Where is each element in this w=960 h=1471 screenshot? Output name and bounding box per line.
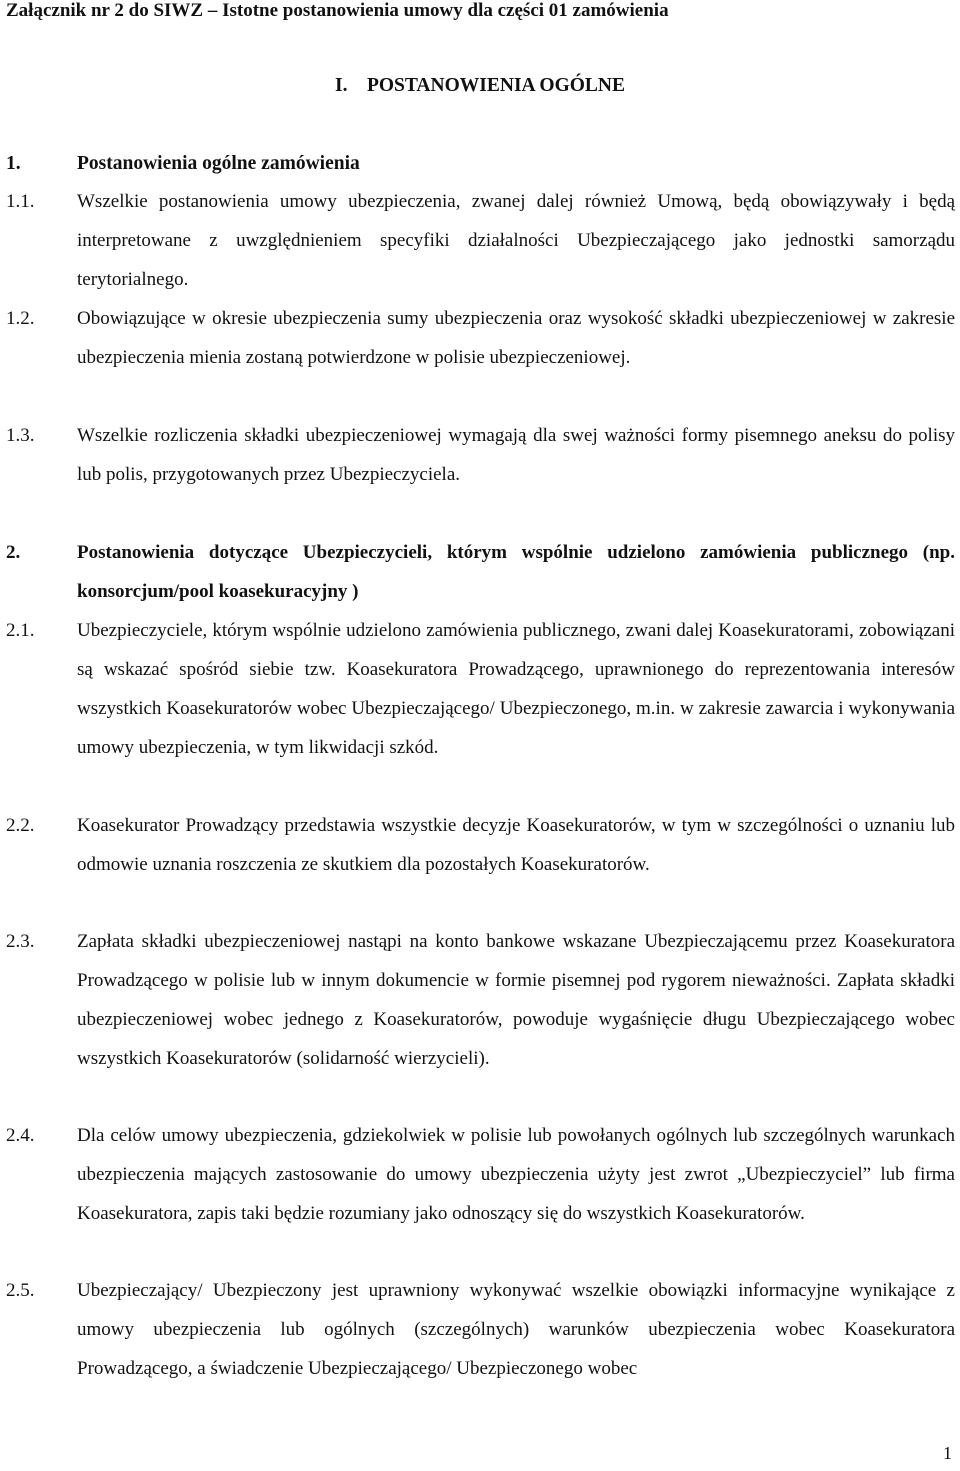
page-number: 1 — [943, 1443, 952, 1463]
clause-text: Zapłata składki ubezpieczeniowej nastąpi na konto bankowe wskazane Ubezpieczającemu przez Koasekuratora Prowadzącego w polisie lub w innym dokumencie w formie pisemnej pod rygorem nieważności. Zapłata składki ubezpieczeniowej wobec jednego z Koasekuratorów, powoduje wygaśnięcie długu Ubezpieczającego wobec wszystkich Koasekuratorów (solidarność wierzycieli). — [77, 931, 955, 1069]
clause-number: 2.5. — [6, 1280, 35, 1301]
document-header: Załącznik nr 2 do SIWZ – Istotne postanowienia umowy dla części 01 zamówienia — [6, 0, 669, 21]
section-2-number: 2. — [6, 542, 21, 563]
section-1-title: Postanowienia ogólne zamówienia — [77, 153, 360, 174]
section-heading: I. POSTANOWIENIA OGÓLNE — [334, 75, 626, 96]
clause-number: 2.2. — [6, 815, 35, 836]
clause-number: 2.1. — [6, 620, 35, 641]
clause-text: Ubezpieczający/ Ubezpieczony jest uprawniony wykonywać wszelkie obowiązki informacyjne wynikające z umowy ubezpieczenia lub ogólnych (szczególnych) warunków ubezpieczenia wobec Koasekuratora Prowadzącego, a świadczenie Ubezpieczającego/ Ubezpieczonego wobec — [77, 1280, 955, 1379]
clause-text: Wszelkie postanowienia umowy ubezpieczenia, zwanej dalej również Umową, będą obowiązywały i będą interpretowane z uwzględnieniem specyfiki działalności Ubezpieczającego jako jednostki samorządu terytorialnego. — [77, 191, 955, 290]
clause-number: 2.3. — [6, 931, 35, 952]
clause-number: 1.2. — [6, 308, 35, 329]
clause-text: Wszelkie rozliczenia składki ubezpieczeniowej wymagają dla swej ważności formy pisemnego aneksu do polisy lub polis, przygotowanych przez Ubezpieczyciela. — [77, 425, 955, 485]
section-2-title: Postanowienia dotyczące Ubezpieczycieli, którym wspólnie udzielono zamówienia publicznego (np. konsorcjum/pool koasekuracyjny ) — [77, 542, 955, 602]
clause-number: 1.3. — [6, 425, 35, 446]
clause-text: Koasekurator Prowadzący przedstawia wszystkie decyzje Koasekuratorów, w tym w szczególności o uznaniu lub odmowie uznania roszczenia ze skutkiem dla pozostałych Koasekuratorów. — [77, 815, 955, 875]
clause-text: Ubezpieczyciele, którym wspólnie udzielono zamówienia publicznego, zwani dalej Koasekuratorami, zobowiązani są wskazać spośród siebie tzw. Koasekuratora Prowadzącego, uprawnionego do reprezentowania interesów wszystkich Koasekuratorów wobec Ubezpieczającego/ Ubezpieczonego, m.in. w zakresie zawarcia i wykonywania umowy ubezpieczenia, w tym likwidacji szkód. — [77, 620, 955, 758]
section-1-number: 1. — [6, 153, 21, 174]
clause-text: Dla celów umowy ubezpieczenia, gdziekolwiek w polisie lub powołanych ogólnych lub szczególnych warunkach ubezpieczenia mających zastosowanie do umowy ubezpieczenia użyty jest zwrot „Ubezpieczyciel” lub firma Koasekuratora, zapis taki będzie rozumiany jako odnoszący się do wszystkich Koasekuratorów. — [77, 1125, 955, 1224]
clause-number: 2.4. — [6, 1125, 35, 1146]
section-1-heading — [6, 153, 360, 175]
clause-number: 1.1. — [6, 191, 35, 212]
clause-text: Obowiązujące w okresie ubezpieczenia sumy ubezpieczenia oraz wysokość składki ubezpieczeniowej w zakresie ubezpieczenia mienia zostaną potwierdzone w polisie ubezpieczeniowej. — [77, 308, 955, 368]
